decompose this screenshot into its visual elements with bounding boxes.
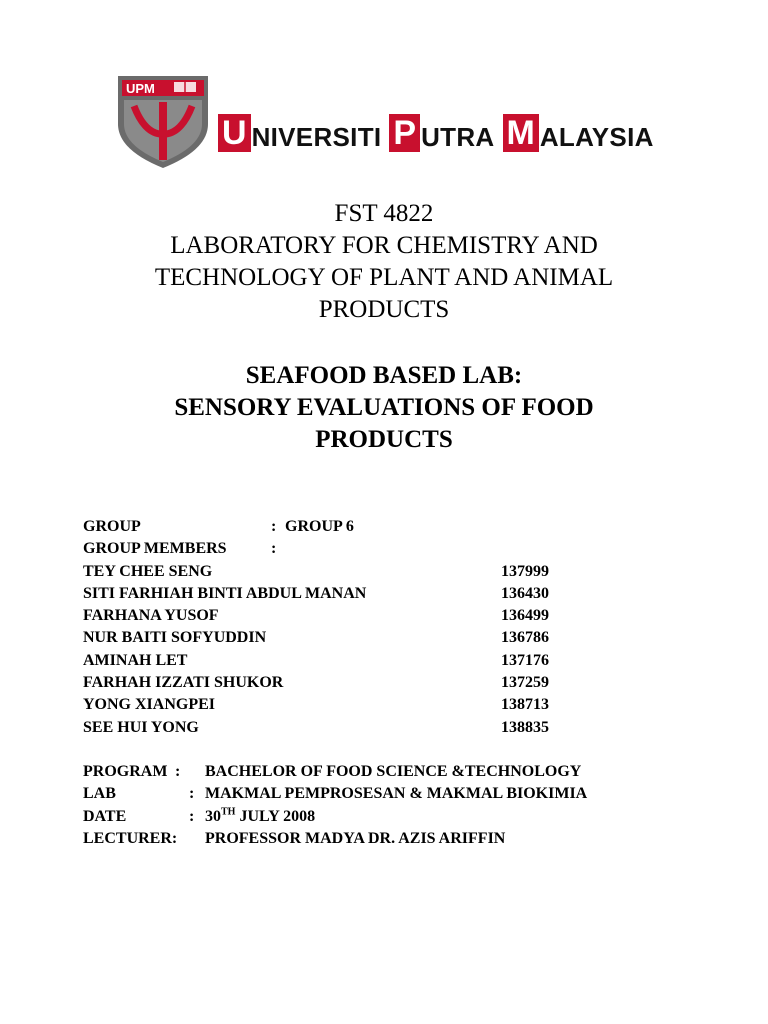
member-row xyxy=(83,717,703,739)
program-colon: : xyxy=(175,762,181,780)
member-row xyxy=(83,627,703,649)
member-id: 138713 xyxy=(501,696,549,714)
wordmark-alaysia: ALAYSIA xyxy=(539,122,654,152)
date-colon: : xyxy=(189,807,195,825)
program-row xyxy=(83,761,703,783)
course-title-line: TECHNOLOGY OF PLANT AND ANIMAL xyxy=(154,264,614,291)
group-members-colon: : xyxy=(271,540,277,558)
member-id: 136430 xyxy=(501,584,549,602)
member-name: SEE HUI YONG xyxy=(83,718,199,736)
lecturer-label: LECTURER: xyxy=(83,829,178,847)
group-members-label: GROUP MEMBERS xyxy=(83,540,227,558)
group-row xyxy=(83,516,703,538)
member-row xyxy=(83,694,703,716)
date-value xyxy=(205,806,315,828)
section-spacer xyxy=(83,739,703,761)
course-title xyxy=(0,198,768,326)
member-row xyxy=(83,650,703,672)
date-label: DATE xyxy=(83,807,127,825)
date-day: 30 xyxy=(205,807,221,825)
shield-text: UPM xyxy=(126,81,155,96)
member-id: 137176 xyxy=(501,651,549,669)
lab-value: MAKMAL PEMPROSESAN & MAKMAL BIOKIMIA xyxy=(205,785,588,803)
lab-colon: : xyxy=(189,785,195,803)
wordmark-initial-p: P xyxy=(389,114,420,152)
member-name: YONG XIANGPEI xyxy=(83,696,216,714)
member-id: 136786 xyxy=(501,629,549,647)
university-wordmark xyxy=(218,96,654,152)
member-row xyxy=(83,561,703,583)
member-id: 136499 xyxy=(501,607,549,625)
group-value: GROUP 6 xyxy=(285,518,354,535)
member-name: FARHAH IZZATI SHUKOR xyxy=(83,674,284,692)
member-row xyxy=(83,605,703,627)
member-row xyxy=(83,583,703,605)
member-name: SITI FARHIAH BINTI ABDUL MANAN xyxy=(83,584,367,602)
wordmark-utra: UTRA xyxy=(421,122,495,152)
upm-shield-emblem xyxy=(114,72,212,170)
course-title-line: PRODUCTS xyxy=(318,296,450,323)
member-name: AMINAH LET xyxy=(83,651,188,669)
wordmark-initial-u: U xyxy=(218,114,251,152)
date-month-year: JULY 2008 xyxy=(239,807,316,825)
member-row xyxy=(83,672,703,694)
wordmark-initial-m: M xyxy=(503,114,539,152)
member-id: 137999 xyxy=(501,562,549,580)
lab-label: LAB xyxy=(83,785,116,803)
wordmark-niversiti: NIVERSITI xyxy=(251,122,382,152)
lab-row xyxy=(83,783,703,805)
group-members-row xyxy=(83,538,703,560)
member-name: TEY CHEE SENG xyxy=(83,562,213,580)
program-value: BACHELOR OF FOOD SCIENCE &TECHNOLOGY xyxy=(205,762,582,780)
lab-title-line: SENSORY EVALUATIONS OF FOOD xyxy=(174,394,594,421)
date-row xyxy=(83,806,703,828)
course-title-line: LABORATORY FOR CHEMISTRY AND xyxy=(170,232,598,259)
lab-title xyxy=(0,360,768,456)
member-id: 137259 xyxy=(501,674,549,692)
member-id: 138835 xyxy=(501,718,549,736)
member-name: FARHANA YUSOF xyxy=(83,607,219,625)
group-label: GROUP xyxy=(83,518,141,535)
lab-title-line: PRODUCTS xyxy=(315,426,453,453)
report-details xyxy=(83,516,703,850)
lecturer-row xyxy=(83,828,703,850)
date-suffix: TH xyxy=(221,806,236,818)
group-colon: : xyxy=(271,518,277,535)
university-logo xyxy=(114,72,659,172)
lecturer-value: PROFESSOR MADYA DR. AZIS ARIFFIN xyxy=(205,829,506,847)
course-code: FST 4822 xyxy=(334,200,434,227)
lab-title-line: SEAFOOD BASED LAB: xyxy=(245,362,523,389)
program-label: PROGRAM xyxy=(83,762,168,780)
member-name: NUR BAITI SOFYUDDIN xyxy=(83,629,267,647)
